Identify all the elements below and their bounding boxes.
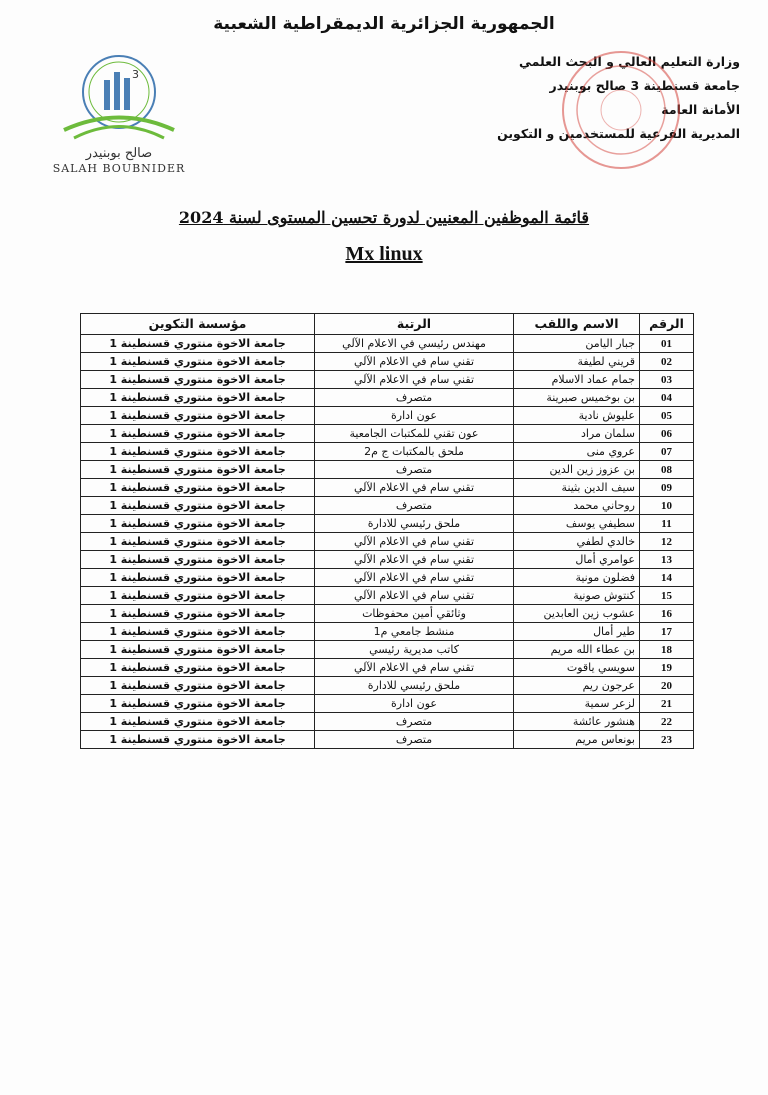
- row-number: 07: [640, 443, 694, 461]
- table-row: [81, 335, 694, 353]
- table-row: [81, 497, 694, 515]
- university-emblem-icon: [44, 50, 194, 150]
- row-grade: تقني سام في الاعلام الآلي: [315, 533, 514, 551]
- table-row: [81, 443, 694, 461]
- row-number: 10: [640, 497, 694, 515]
- republic-heading: الجمهورية الجزائرية الديمقراطية الشعبية: [213, 14, 555, 34]
- table-row: [81, 551, 694, 569]
- row-grade: متصرف: [315, 731, 514, 749]
- row-name: عشوب زين العابدين: [514, 605, 640, 623]
- row-institution: جامعة الاخوة منتوري قسنطينة 1: [81, 371, 315, 389]
- row-name: روحاني محمد: [514, 497, 640, 515]
- row-name: سيف الدين بثينة: [514, 479, 640, 497]
- row-name: عروي منى: [514, 443, 640, 461]
- row-institution: جامعة الاخوة منتوري قسنطينة 1: [81, 551, 315, 569]
- row-grade: تقني سام في الاعلام الآلي: [315, 479, 514, 497]
- row-institution: جامعة الاخوة منتوري قسنطينة 1: [81, 677, 315, 695]
- row-number: 17: [640, 623, 694, 641]
- col-header-institution: مؤسسة التكوين: [81, 314, 315, 335]
- row-institution: جامعة الاخوة منتوري قسنطينة 1: [81, 641, 315, 659]
- row-grade: وثائقي أمين محفوظات: [315, 605, 514, 623]
- row-name: سويسي ياقوت: [514, 659, 640, 677]
- row-grade: متصرف: [315, 713, 514, 731]
- row-name: هنشور عائشة: [514, 713, 640, 731]
- row-name: خالدي لطفي: [514, 533, 640, 551]
- table-row: [81, 515, 694, 533]
- row-grade: تقني سام في الاعلام الآلي: [315, 371, 514, 389]
- row-institution: جامعة الاخوة منتوري قسنطينة 1: [81, 353, 315, 371]
- row-number: 14: [640, 569, 694, 587]
- row-number: 03: [640, 371, 694, 389]
- row-institution: جامعة الاخوة منتوري قسنطينة 1: [81, 515, 315, 533]
- row-institution: جامعة الاخوة منتوري قسنطينة 1: [81, 731, 315, 749]
- col-header-name: الاسم واللقب: [514, 314, 640, 335]
- ministry-line: وزارة التعليم العالي و البحث العلمي: [518, 54, 740, 69]
- row-name: فضلون مونية: [514, 569, 640, 587]
- row-name: قريني لطيفة: [514, 353, 640, 371]
- table-row: [81, 659, 694, 677]
- col-header-num: الرقم: [640, 314, 694, 335]
- row-institution: جامعة الاخوة منتوري قسنطينة 1: [81, 407, 315, 425]
- row-grade: تقني سام في الاعلام الآلي: [315, 569, 514, 587]
- row-name: بن عطاء الله مريم: [514, 641, 640, 659]
- table-row: [81, 713, 694, 731]
- university-line: جامعة قسنطينة 3 صالح بوبنيدر: [549, 78, 740, 93]
- table-row: [81, 479, 694, 497]
- row-grade: عون ادارة: [315, 407, 514, 425]
- row-number: 08: [640, 461, 694, 479]
- table-row: [81, 407, 694, 425]
- row-institution: جامعة الاخوة منتوري قسنطينة 1: [81, 605, 315, 623]
- table-row: [81, 641, 694, 659]
- table-row: [81, 605, 694, 623]
- col-header-grade: الرتبة: [315, 314, 514, 335]
- row-institution: جامعة الاخوة منتوري قسنطينة 1: [81, 335, 315, 353]
- table-row: [81, 533, 694, 551]
- row-grade: ملحق رئيسي للادارة: [315, 677, 514, 695]
- row-grade: تقني سام في الاعلام الآلي: [315, 659, 514, 677]
- table-row: [81, 371, 694, 389]
- row-grade: تقني سام في الاعلام الآلي: [315, 551, 514, 569]
- row-grade: عون تقني للمكتبات الجامعية: [315, 425, 514, 443]
- row-institution: جامعة الاخوة منتوري قسنطينة 1: [81, 389, 315, 407]
- row-name: بن بوخميس صبرينة: [514, 389, 640, 407]
- table-row: [81, 587, 694, 605]
- row-grade: تقني سام في الاعلام الآلي: [315, 353, 514, 371]
- document-title: قائمة الموظفين المعنيين لدورة تحسين المستوى لسنة 2024: [178, 208, 590, 227]
- table-row: [81, 695, 694, 713]
- official-stamp-icon: [556, 45, 686, 175]
- table-row: [81, 461, 694, 479]
- row-institution: جامعة الاخوة منتوري قسنطينة 1: [81, 713, 315, 731]
- row-name: جمام عماد الاسلام: [514, 371, 640, 389]
- row-name: عوامري أمال: [514, 551, 640, 569]
- table-row: [81, 731, 694, 749]
- row-grade: متصرف: [315, 461, 514, 479]
- row-number: 20: [640, 677, 694, 695]
- row-grade: منشط جامعي م1: [315, 623, 514, 641]
- row-number: 02: [640, 353, 694, 371]
- table-row: [81, 569, 694, 587]
- row-number: 23: [640, 731, 694, 749]
- row-name: عرجون ريم: [514, 677, 640, 695]
- row-number: 22: [640, 713, 694, 731]
- row-name: طير أمال: [514, 623, 640, 641]
- table-header-row: [81, 314, 694, 335]
- row-institution: جامعة الاخوة منتوري قسنطينة 1: [81, 587, 315, 605]
- row-name: جبار اليامن: [514, 335, 640, 353]
- row-number: 13: [640, 551, 694, 569]
- row-institution: جامعة الاخوة منتوري قسنطينة 1: [81, 533, 315, 551]
- row-number: 04: [640, 389, 694, 407]
- row-number: 19: [640, 659, 694, 677]
- table-row: [81, 623, 694, 641]
- row-institution: جامعة الاخوة منتوري قسنطينة 1: [81, 443, 315, 461]
- row-grade: مهندس رئيسي في الاعلام الآلي: [315, 335, 514, 353]
- university-logo: [44, 50, 204, 180]
- row-name: بن عزوز زين الدين: [514, 461, 640, 479]
- row-grade: ملحق رئيسي للادارة: [315, 515, 514, 533]
- row-name: عليوش نادية: [514, 407, 640, 425]
- logo-latin-name: SALAH BOUBNIDER: [52, 162, 186, 175]
- row-institution: جامعة الاخوة منتوري قسنطينة 1: [81, 461, 315, 479]
- logo-arabic-name: صالح بوبنيدر: [85, 146, 153, 161]
- table-row: [81, 677, 694, 695]
- row-institution: جامعة الاخوة منتوري قسنطينة 1: [81, 497, 315, 515]
- directorate-line: المديرية الفرعية للمستخدمين و التكوين: [497, 126, 740, 141]
- staff-table: [80, 313, 694, 749]
- row-name: كنتوش صونية: [514, 587, 640, 605]
- secretariat-line: الأمانة العامة: [661, 102, 740, 117]
- row-number: 18: [640, 641, 694, 659]
- row-number: 21: [640, 695, 694, 713]
- row-grade: عون ادارة: [315, 695, 514, 713]
- row-number: 01: [640, 335, 694, 353]
- row-grade: متصرف: [315, 389, 514, 407]
- row-grade: تقني سام في الاعلام الآلي: [315, 587, 514, 605]
- course-name: Mx linux: [345, 243, 423, 265]
- row-number: 09: [640, 479, 694, 497]
- row-grade: كاتب مديرية رئيسي: [315, 641, 514, 659]
- row-institution: جامعة الاخوة منتوري قسنطينة 1: [81, 623, 315, 641]
- row-institution: جامعة الاخوة منتوري قسنطينة 1: [81, 479, 315, 497]
- row-number: 06: [640, 425, 694, 443]
- row-name: بونعاس مريم: [514, 731, 640, 749]
- row-number: 15: [640, 587, 694, 605]
- row-institution: جامعة الاخوة منتوري قسنطينة 1: [81, 659, 315, 677]
- row-grade: متصرف: [315, 497, 514, 515]
- row-name: سطيفي يوسف: [514, 515, 640, 533]
- row-institution: جامعة الاخوة منتوري قسنطينة 1: [81, 695, 315, 713]
- row-name: لزعر سمية: [514, 695, 640, 713]
- table-row: [81, 353, 694, 371]
- row-number: 12: [640, 533, 694, 551]
- table-row: [81, 425, 694, 443]
- row-number: 05: [640, 407, 694, 425]
- table-row: [81, 389, 694, 407]
- logo-number: 3: [132, 68, 139, 81]
- row-number: 16: [640, 605, 694, 623]
- row-grade: ملحق بالمكتبات ج م2: [315, 443, 514, 461]
- row-name: سلمان مراد: [514, 425, 640, 443]
- row-institution: جامعة الاخوة منتوري قسنطينة 1: [81, 425, 315, 443]
- row-number: 11: [640, 515, 694, 533]
- row-institution: جامعة الاخوة منتوري قسنطينة 1: [81, 569, 315, 587]
